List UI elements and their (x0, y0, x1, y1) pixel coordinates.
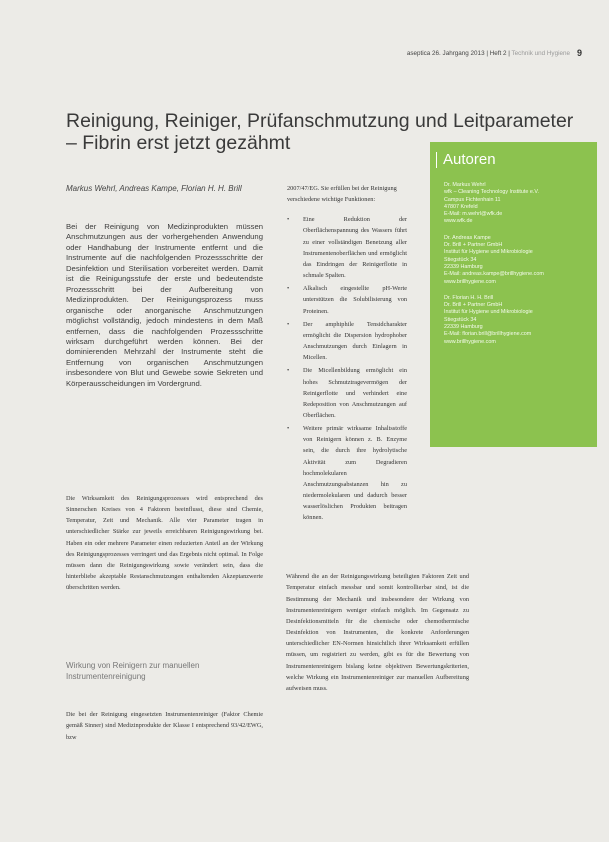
bullet-icon: • (287, 367, 290, 375)
list-item-text: Alkalisch eingestellte pH-Werte unterstützen die Solubilisierung von Proteinen. (303, 285, 407, 315)
body-left-column (66, 493, 263, 593)
function-list (287, 214, 407, 523)
author-website: www.brillhygiene.com (444, 278, 496, 285)
author-name: Dr. Andreas Kampe (444, 234, 491, 241)
author-name: Dr. Markus Wehrl (444, 182, 486, 188)
bullet-icon: • (287, 425, 290, 433)
bullet-icon: • (287, 216, 290, 224)
list-item-text: Der amphiphile Tensidcharakter ermöglicht die Dispersion hydrophober Anschmutzungen durch Einlagern in Micellen. (303, 320, 407, 362)
lead-text: Bei der Reinigung von Medizinprodukten müssen Anschmutzungen aus der vorhergehenden Anwendung oder Handhabung der Instrumente entfernt und die Instrumente auf die nachfolgenden Prozessschritte der Desinfektion und Sterilisation vorbereitet werden. Damit ist die Reinigungsstufe der erste und bedeutendste Prozessschritt bei der Aufbereitung von Medizinprodukten. Der Reinigungsprozess muss organische oder anorganische Anschmutzungen möglichst vollständig, jedoch mindestens in dem Maß entfernen, dass die nachfolgenden Prozessschritte wirksam durchgeführt werden können. Bei der dominierenden Mehrzahl der Instrumente steht die Entfernung von organischen Anschmutzungen insbesondere von Blut und Gewebe sowie Sekreten und Körperausscheidungen im Vordergrund. (66, 222, 263, 388)
body-right-paragraph (286, 565, 469, 700)
running-head-text: aseptica 26. Jahrgang 2013 | Heft 2 | (406, 50, 512, 57)
author-website: www.wfk.de (444, 218, 473, 225)
author-street: Stiegstück 34 (444, 256, 477, 263)
bullet-icon: • (287, 285, 290, 293)
author-entry (444, 182, 585, 226)
author-city: 22339 Hamburg (444, 263, 483, 270)
byline: Markus Wehrl, Andreas Kampe, Florian H. H. Brill (66, 184, 242, 193)
list-item (287, 423, 407, 523)
author-city: 47807 Krefeld (444, 203, 478, 210)
authors-box-title: Autoren (436, 152, 585, 168)
author-street: Stiegstück 34 (444, 316, 477, 323)
author-name: Dr. Florian H. H. Brill (444, 294, 494, 301)
body-paragraph: Die Wirksamkeit des Reinigungsprozesses wird entsprechend des Sinnerschen Kreises von 4 Faktoren beeinflusst, diese sind Chemie, Temperatur, Zeit und Mechanik. Alle vier Parameter tragen in unterschiedlicher Stärke zur jeweils erreichbaren Reinigungswirkung bei. Haben ein oder mehrere Parameter einen reduzierten Anteil an der Wirkung des Reinigungsprozesses verringert und das Ergebnis nicht optimal. In Folge müssen dann die Reinigungswirkung sowie verändert sein, dass die hinterbliebe akzeptable Restanschmutzungen enthaltenden Akzeptanzwerte überschritten werden. (66, 495, 263, 592)
authors-box (430, 142, 597, 447)
author-city: 22339 Hamburg (444, 324, 483, 331)
body-middle-column (287, 183, 407, 526)
title-line-1: Reinigung, Reiniger, Prüfanschmutzung und Leitparameter (66, 110, 574, 132)
running-head-section: Technik und Hygiene (511, 50, 570, 57)
author-email: E-Mail: florian.brill@brillhygiene.com (444, 331, 532, 338)
list-item (287, 319, 407, 364)
author-institution: wfk – Cleaning Technology Institute e.V. (444, 189, 539, 196)
list-item-text: Die Micellenbildung ermöglicht ein hohes Schmutztragevermögen der Reinigerflotte und verhindert eine Redeposition von Anschmutzungen auf Oberflächen. (303, 367, 407, 419)
body-left-column-2 (66, 703, 263, 749)
author-entry (444, 235, 585, 286)
author-website: www.brillhygiene.com (444, 338, 496, 345)
author-institution: Institut für Hygiene und Mikrobiologie (444, 249, 533, 256)
list-item (287, 214, 407, 281)
running-head (300, 50, 570, 57)
body-paragraph: Während die an der Reinigungswirkung beteiligten Faktoren Zeit und Temperatur einfach messbar und somit kontrollierbar sind, ist die Bestimmung der Mechanik und insbesondere der Wirkung von Instrumentenreinigern weniger einfach möglich. Im Gegensatz zu Desinfektionsmitteln für die chemische oder chemothermische Desinfektion von Instrumenten, die konkrete Anforderungen unterschiedlicher EN-Normen hinsichtlich ihrer Wirksamkeit erfüllen müssen, um registriert zu werden, gibt es für die Bewertung von Instrumentenreinigern bislang keine objektiven Bewertungskriterien, welche Wirkung ein Instrumentenreiniger zur manuellen Aufbereitung aufweisen muss. (286, 573, 469, 692)
title-line-2: – Fibrin erst jetzt gezähmt (66, 132, 291, 154)
list-item-text: Weitere primär wirksame Inhaltsstoffe von Reinigern können z. B. Enzyme sein, die durch ihre hydrolytische Aktivität zum Degradieren hochmolekularen Anschmutzungsabstanzen hin zu niedermolekularen und dadurch besser wasserlöslichen Produkten beitragen können. (303, 425, 407, 522)
author-email: E-Mail: m.wehrl@wfk.de (444, 211, 503, 218)
lead-paragraph (66, 222, 263, 389)
list-item (287, 365, 407, 421)
author-entry (444, 295, 585, 346)
body-paragraph: 2007/47/EG. Sie erfüllen bei der Reinigung verschiedene wichtige Funktionen: (287, 185, 397, 204)
section-subheading: Wirkung von Reinigern zur manuellen Instrumentenreinigung (66, 661, 200, 681)
author-street: Campus Fichtenhain 11 (444, 196, 501, 203)
bullet-icon: • (287, 320, 290, 328)
author-company: Dr. Brill + Partner GmbH (444, 302, 503, 309)
author-company: Dr. Brill + Partner GmbH (444, 242, 503, 249)
list-item (287, 283, 407, 316)
author-email: E-Mail: andreas.kampe@brillhygiene.com (444, 271, 544, 278)
page-number: 9 (577, 48, 583, 58)
author-institution: Institut für Hygiene und Mikrobiologie (444, 309, 533, 316)
body-paragraph: Die bei der Reinigung eingesetzten Instrumentenreiniger (Faktor Chemie gemäß Sinner) sind Medizinprodukte der Klasse I entsprechend 93/42/EWG, bzw (66, 711, 263, 741)
list-item-text: Eine Reduktion der Oberflächenspannung des Wassers führt zu einer vollständigen Benetzung aller Instrumentenoberflächen und ermöglicht das Eindringen der Reinigerflotte in schmale Spalten. (303, 216, 407, 280)
